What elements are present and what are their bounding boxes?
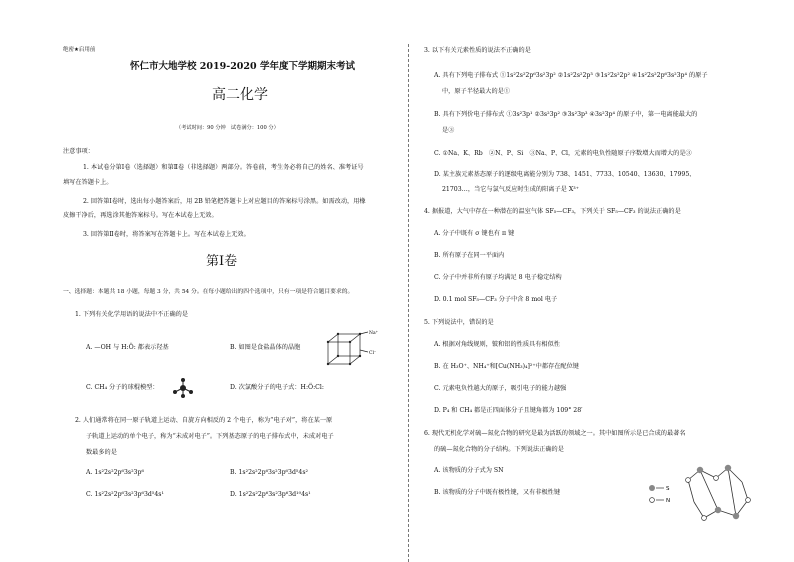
q3-option-d-line-2: 21703…，当它与氯气反应时生成的阳离子是 X³⁺ (442, 186, 579, 193)
section-instruction: 一、选择题：本题共 18 小题，每题 3 分，共 54 分。在每小题给出的四个选项中，只有一项是符合题目要求的。 (63, 289, 354, 295)
right-column (412, 0, 794, 562)
q2-stem-line-2: 子轨道上运动的单个电子，称为“未成对电子”。下列基态原子的电子排布式中，未成对电子 (86, 433, 334, 440)
q6-stem-line-1: 6. 现代无机化学对硫—氮化合物的研究是最为活跃的领域之一。其中如图所示是已合成的最著名 (424, 430, 686, 437)
q3-option-b-line-2: 是③ (442, 127, 455, 134)
legend-sulfur-dot (649, 485, 655, 491)
subject-title: 高二化学 (212, 87, 268, 103)
q2-option-d: D. 1s²2s²2p⁶3s²3p⁶3d¹⁰4s¹ (230, 491, 311, 498)
na-ion-label: Na⁺ (369, 331, 378, 336)
q2-option-a: A. 1s²2s²2p⁶3s²3p⁶ (86, 469, 144, 476)
q5-option-b: B. 在 H₃O⁺、NH₄⁺和[Cu(NH₃)₄]²⁺中都存在配位键 (434, 363, 579, 370)
q4-option-d: D. 0.1 mol SF₅—CF₃ 分子中含 8 mol 电子 (434, 296, 558, 303)
q6-option-b: B. 该物质的分子中既有极性键，又有非极性键 (434, 489, 561, 496)
q5-option-d: D. P₄ 和 CH₄ 都是正四面体分子且键角都为 109° 28′ (434, 407, 583, 414)
q6-stem-line-2: 的硫—氮化合物的分子结构。下列说法正确的是 (434, 446, 564, 453)
q1-stem: 1. 下列有关化学用语的说法中不正确的是 (75, 311, 189, 318)
q4-stem: 4. 据报道，大气中存在一种潜在的温室气体 SF₅—CF₃，下列关于 SF₅—CF₃ 的说法正确的是 (424, 208, 681, 215)
s4n4-structure-figure (644, 460, 774, 530)
notes-line-3: 2. 回答第Ⅰ卷时，选出每小题答案后，用 2B 铅笔把答题卡上对应题目的答案标号涂黑。如需改动，用橡 (83, 198, 366, 205)
q1-option-b: B. 如图是食盐晶体的晶胞 (230, 344, 301, 351)
q1-option-d: D. 次氯酸分子的电子式：H:Ö:Cl: (230, 384, 324, 391)
q6-option-a: A. 该物质的分子式为 SN (434, 467, 504, 474)
secret-label: 绝密★启用前 (63, 47, 96, 53)
q3-option-d-line-1: D. 某主族元素基态原子的逐级电离能分别为 738、1451、7733、10540、13630、17995、 (434, 171, 696, 178)
q5-option-c: C. 元素电负性越大的原子，吸引电子的能力越强 (434, 385, 567, 392)
legend-nitrogen-label: N (666, 498, 671, 504)
q3-option-b-line-1: B. 具有下列价电子排布式 ①3s²3p¹ ②3s²3p² ③3s²3p³ ④3s²3p⁴ 的原子中，第一电离能最大的 (434, 111, 698, 118)
legend-sulfur-label: S (666, 486, 670, 492)
q2-option-b: B. 1s²2s²2p⁶3s²3p⁶3d⁵4s² (230, 469, 308, 476)
school-title: 怀仁市大地学校 2019-2020 学年度下学期期末考试 (130, 61, 355, 72)
q3-option-a-line-1: A. 具有下列电子排布式 ①1s²2s²2p⁶3s²3p² ②1s²2s²2p³ ③1s²2s²2p² ④1s²2s²2p⁶3s²3p⁴ 的原子 (434, 72, 708, 79)
q3-option-c: C. ①Na、K、Rb ②N、P、Si ③Na、P、Cl，元素的电负性随原子序数增大而增大的是③ (434, 150, 692, 157)
q1-option-a: A. —OH 与 H:Ö: 都表示羟基 (86, 344, 169, 351)
q2-stem-line-1: 2. 人们通常将在同一原子轨道上运动、自旋方向相反的 2 个电子，称为“电子对”，将在某一原 (75, 417, 333, 424)
notes-heading: 注意事项： (63, 148, 94, 155)
cl-ion-label: Cl⁻ (369, 351, 377, 356)
exam-meta: （考试时间：90 分钟 试卷满分：100 分） (176, 125, 279, 131)
notes-line-5: 3. 回答第Ⅱ卷时，将答案写在答题卡上。写在本试卷上无效。 (83, 231, 250, 238)
legend-nitrogen-dot (650, 498, 655, 503)
q2-stem-line-3: 数最多的是 (86, 449, 117, 456)
q4-option-b: B. 所有原子在同一平面内 (434, 252, 505, 259)
notes-line-4: 皮擦干净后，再选涂其他答案标号。写在本试卷上无效。 (63, 212, 218, 219)
q4-option-a: A. 分子中既有 σ 键也有 π 键 (434, 230, 515, 237)
q5-option-a: A. 根据对角线规则，铍和铝的性质具有相似性 (434, 341, 560, 348)
q3-stem: 3. 以下有关元素性质的说法不正确的是 (424, 47, 531, 54)
column-divider (408, 44, 409, 562)
q4-option-c: C. 分子中并非所有原子均满足 8 电子稳定结构 (434, 274, 562, 281)
q2-option-c: C. 1s²2s²2p⁶3s²3p⁶3d⁵4s¹ (86, 491, 164, 498)
notes-line-1: 1. 本试卷分第Ⅰ卷（选择题）和第Ⅱ卷（非选择题）两部分。答卷前，考生务必将自己的姓名、准考证号 (83, 164, 364, 171)
notes-line-2: 填写在答题卡上。 (63, 179, 113, 186)
q3-option-a-line-2: 中，原子半径最大的是① (442, 88, 511, 95)
nacl-unit-cell-figure (318, 328, 378, 372)
ch4-ball-stick-model (172, 377, 194, 399)
section-title: 第Ⅰ卷 (206, 254, 238, 269)
q5-stem: 5. 下列说法中，错误的是 (424, 319, 494, 326)
q1-option-c: C. CH₄ 分子的球棍模型： (86, 384, 159, 391)
